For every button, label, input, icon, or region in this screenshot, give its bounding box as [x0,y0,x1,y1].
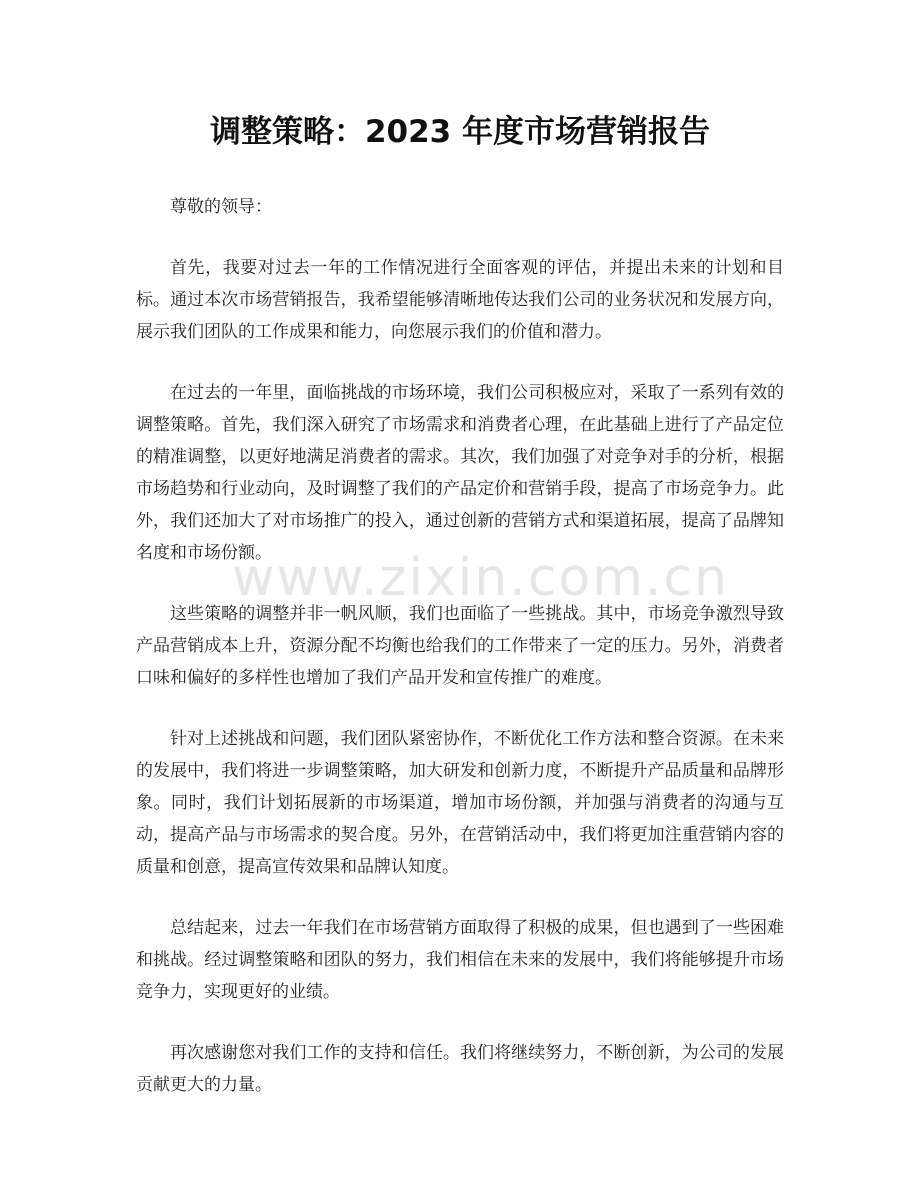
paragraph-3: 这些策略的调整并非一帆风顺，我们也面临了一些挑战。其中，市场竞争激烈导致产品营销成本上升，资源分配不均衡也给我们的工作带来了一定的压力。另外，消费者口味和偏好的多样性也增加了我们产品开发和宣传推广的难度。 [136,604,784,688]
paragraph-1: 首先，我要对过去一年的工作情况进行全面客观的评估，并提出未来的计划和目标。通过本次市场营销报告，我希望能够清晰地传达我们公司的业务状况和发展方向，展示我们团队的工作成果和能力，向您展示我们的价值和潜力。 [136,258,784,342]
paragraph-6: 再次感谢您对我们工作的支持和信任。我们将继续努力，不断创新，为公司的发展贡献更大的力量。 [136,1043,784,1095]
paragraph-5: 总结起来，过去一年我们在市场营销方面取得了积极的成果，但也遇到了一些困难和挑战。经过调整策略和团队的努力，我们相信在未来的发展中，我们将能够提升市场竞争力，实现更好的业绩。 [136,918,784,1002]
document-title: 调整策略：2023 年度市场营销报告 [209,114,711,150]
salutation: 尊敬的领导： [170,197,272,217]
document-body [136,191,784,1101]
watermark-text: www.zixin.com.cn [232,548,729,608]
document-content [136,106,784,1101]
paragraph-4: 针对上述挑战和问题，我们团队紧密协作，不断优化工作方法和整合资源。在未来的发展中，我们将进一步调整策略，加大研发和创新力度，不断提升产品质量和品牌形象。同时，我们计划拓展新的市场渠道，增加市场份额，并加强与消费者的沟通与互动，提高产品与市场需求的契合度。另外，在营销活动中，我们将更加注重营销内容的质量和创意，提高宣传效果和品牌认知度。 [136,729,784,877]
paragraph-2: 在过去的一年里，面临挑战的市场环境，我们公司积极应对，采取了一系列有效的调整策略。首先，我们深入研究了市场需求和消费者心理，在此基础上进行了产品定位的精准调整，以更好地满足消费者的需求。其次，我们加强了对竞争对手的分析，根据市场趋势和行业动向，及时调整了我们的产品定价和营销手段，提高了市场竞争力。此外，我们还加大了对市场推广的投入，通过创新的营销方式和渠道拓展，提高了品牌知名度和市场份额。 [136,383,784,563]
